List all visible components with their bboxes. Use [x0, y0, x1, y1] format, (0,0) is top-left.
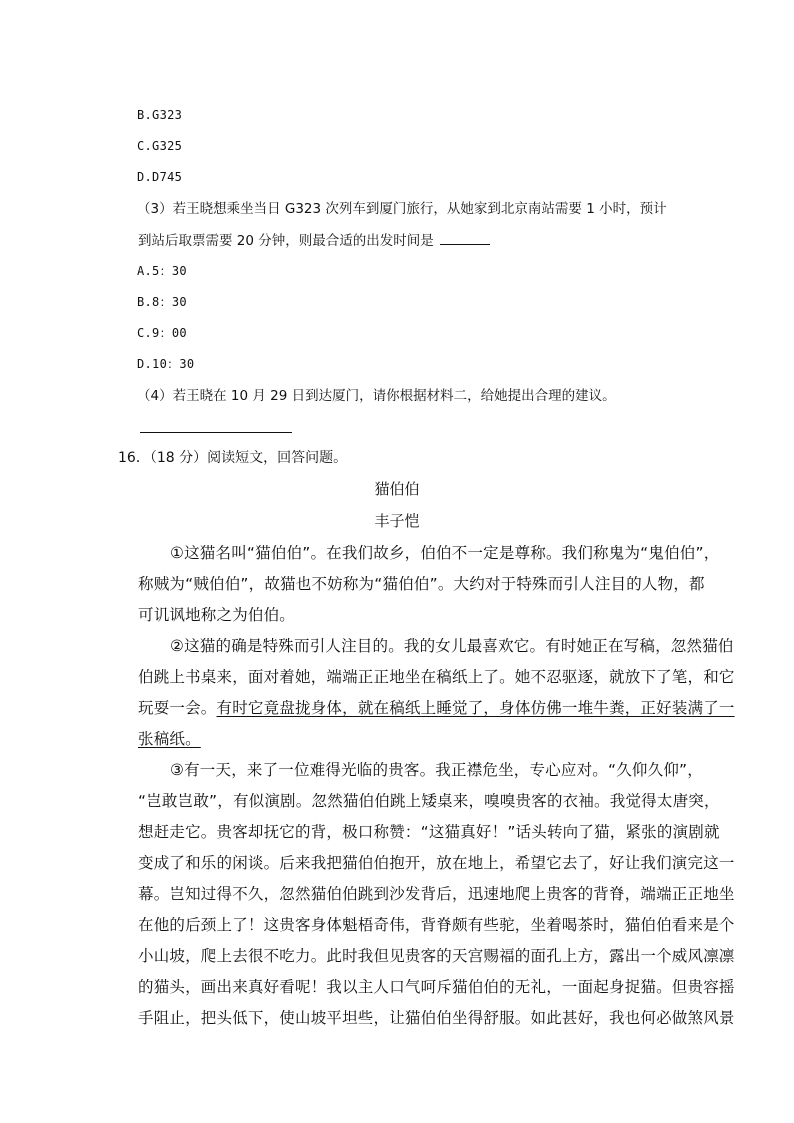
- question-3-line-2: [138, 229, 490, 249]
- paragraph-3-line-9: 手阻止，把头低下，使山坡平坦些，让猫伯伯坐得舒服。如此甚好，我也何必做煞风景: [138, 1009, 735, 1027]
- paragraph-3-line-5: 幕。岂知过得不久，忽然猫伯伯跳到沙发背后，迅速地爬上贵客的背脊，端端正正地坐: [138, 885, 735, 903]
- option-d-1030: D.10：30: [137, 357, 195, 371]
- option-d-d745: D.D745: [137, 170, 183, 184]
- question-3-line-1: （3）若王晓想乘坐当日 G323 次列车到厦门旅行，从她家到北京南站需要 1 小时，预计: [137, 201, 667, 217]
- paragraph-1-line-3: 可讥讽地称之为伯伯。: [138, 606, 296, 624]
- article-title: 猫伯伯: [374, 480, 420, 498]
- option-c-900: C.9：00: [137, 326, 187, 340]
- paragraph-3-line-1: ③有一天，来了一位难得光临的贵客。我正襟危坐，专心应对。“久仰久仰”，: [170, 761, 703, 779]
- paragraph-3-line-3: 想赶走它。贵客却抚它的背，极口称赞：“这猫真好！”话头转向了猫，紧张的演剧就: [138, 823, 720, 841]
- paragraph-3-line-4: 变成了和乐的闲谈。后来我把猫伯伯抱开，放在地上，希望它去了，好让我们演完这一: [138, 854, 735, 872]
- paragraph-3-line-6: 在他的后颈上了！这贵客身体魁梧奇伟，背脊颇有些驼，坐着喝茶时，猫伯伯看来是个: [138, 916, 735, 934]
- option-a-530: A.5：30: [137, 264, 187, 278]
- underlined-sentence-part-1: 有时它竟盘拢身体，就在稿纸上睡觉了，身体仿佛一堆牛粪，正好装满了一: [216, 699, 735, 717]
- paragraph-1-line-2: 称贼为“贼伯伯”，故猫也不妨称为“猫伯伯”。大约对于特殊而引人注目的人物，都: [138, 575, 705, 593]
- paragraph-2-line-2: 伯跳上书桌来，面对着她，端端正正地坐在稿纸上了。她不忍驱逐，就放下了笔，和它: [138, 668, 735, 686]
- paragraph-1-line-1: ①这猫名叫“猫伯伯”。在我们故乡，伯伯不一定是尊称。我们称鬼为“鬼伯伯”，: [170, 544, 720, 562]
- answer-blank: [440, 232, 490, 245]
- paragraph-3-line-8: 的猫头，画出来真好看呢！我以主人口气呵斥猫伯伯的无礼，一面起身捉猫。但贵容摇: [138, 978, 735, 996]
- answer-line: [140, 432, 292, 433]
- question-3-text: 到站后取票需要 20 分钟，则最合适的出发时间是: [138, 233, 434, 249]
- paragraph-2-plain-text: 玩耍一会。: [138, 699, 217, 717]
- option-c-g325: C.G325: [137, 139, 183, 153]
- paragraph-3-line-7: 小山坡，爬上去很不吃力。此时我但见贵客的天宫赐福的面孔上方，露出一个威风凛凛: [138, 947, 735, 965]
- paragraph-3-line-2: “岂敢岂敢”，有似演剧。忽然猫伯伯跳上矮桌来，嗅嗅贵客的衣袖。我觉得太唐突，: [138, 792, 720, 810]
- paragraph-2-line-4: [138, 727, 201, 749]
- option-b-830: B.8：30: [137, 295, 187, 309]
- underlined-sentence-part-2: 张稿纸。: [138, 730, 201, 748]
- paragraph-2-line-3: [138, 696, 735, 718]
- option-b-g323: B.G323: [137, 108, 183, 122]
- question-16-header: 16．（18 分）阅读短文，回答问题。: [118, 450, 348, 466]
- question-4-line: （4）若王晓在 10 月 29 日到达厦门，请你根据材料二，给她提出合理的建议。: [137, 388, 616, 404]
- paragraph-2-line-1: ②这猫的确是特殊而引人注目的。我的女儿最喜欢它。有时她正在写稿，忽然猫伯: [170, 637, 734, 655]
- article-author: 丰子恺: [374, 512, 420, 530]
